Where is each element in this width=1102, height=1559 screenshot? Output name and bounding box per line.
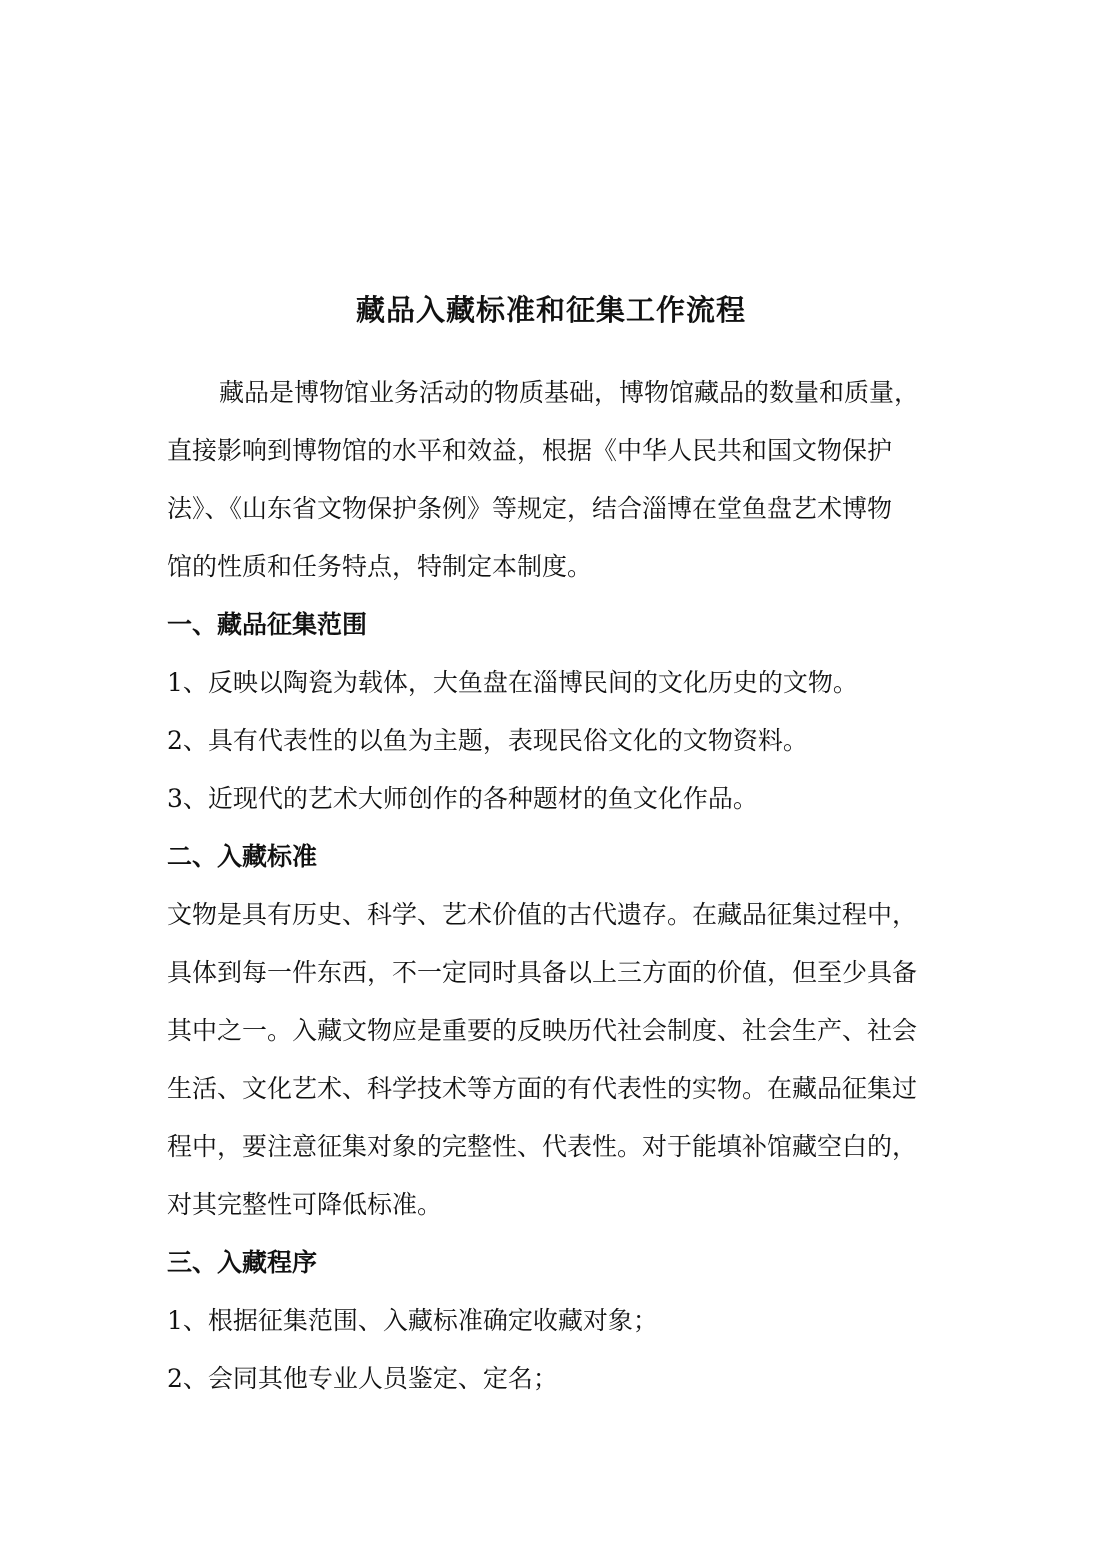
paragraph-line: 程中，要注意征集对象的完整性、代表性。对于能填补馆藏空白的， <box>167 1132 918 1161</box>
intro-line: 法》、《山东省文物保护条例》等规定，结合淄博在堂鱼盘艺术博物 <box>167 494 893 523</box>
list-item: 1、反映以陶瓷为载体，大鱼盘在淄博民间的文化历史的文物。 <box>167 668 858 697</box>
intro-line: 直接影响到博物馆的水平和效益，根据《中华人民共和国文物保护 <box>167 436 893 465</box>
list-item: 1、根据征集范围、入藏标准确定收藏对象； <box>167 1306 658 1335</box>
intro-line: 馆的性质和任务特点，特制定本制度。 <box>167 552 593 581</box>
section-heading-standards: 二、入藏标准 <box>167 842 318 871</box>
intro-line: 藏品是博物馆业务活动的物质基础，博物馆藏品的数量和质量， <box>219 378 920 407</box>
document-body <box>167 364 937 1408</box>
section-heading-procedure: 三、入藏程序 <box>167 1248 318 1277</box>
document-title: 藏品入藏标准和征集工作流程 <box>355 293 746 327</box>
list-item: 2、会同其他专业人员鉴定、定名； <box>167 1364 558 1393</box>
paragraph-line: 具体到每一件东西，不一定同时具备以上三方面的价值，但至少具备 <box>167 958 918 987</box>
list-item: 2、具有代表性的以鱼为主题，表现民俗文化的文物资料。 <box>167 726 808 755</box>
paragraph-line: 其中之一。入藏文物应是重要的反映历代社会制度、社会生产、社会 <box>167 1016 918 1045</box>
paragraph-line: 文物是具有历史、科学、艺术价值的古代遗存。在藏品征集过程中， <box>167 900 918 929</box>
paragraph-line: 生活、文化艺术、科学技术等方面的有代表性的实物。在藏品征集过 <box>167 1074 918 1103</box>
section-heading-collection-scope: 一、藏品征集范围 <box>167 610 368 639</box>
paragraph-line: 对其完整性可降低标准。 <box>167 1190 443 1219</box>
list-item: 3、近现代的艺术大师创作的各种题材的鱼文化作品。 <box>167 784 758 813</box>
